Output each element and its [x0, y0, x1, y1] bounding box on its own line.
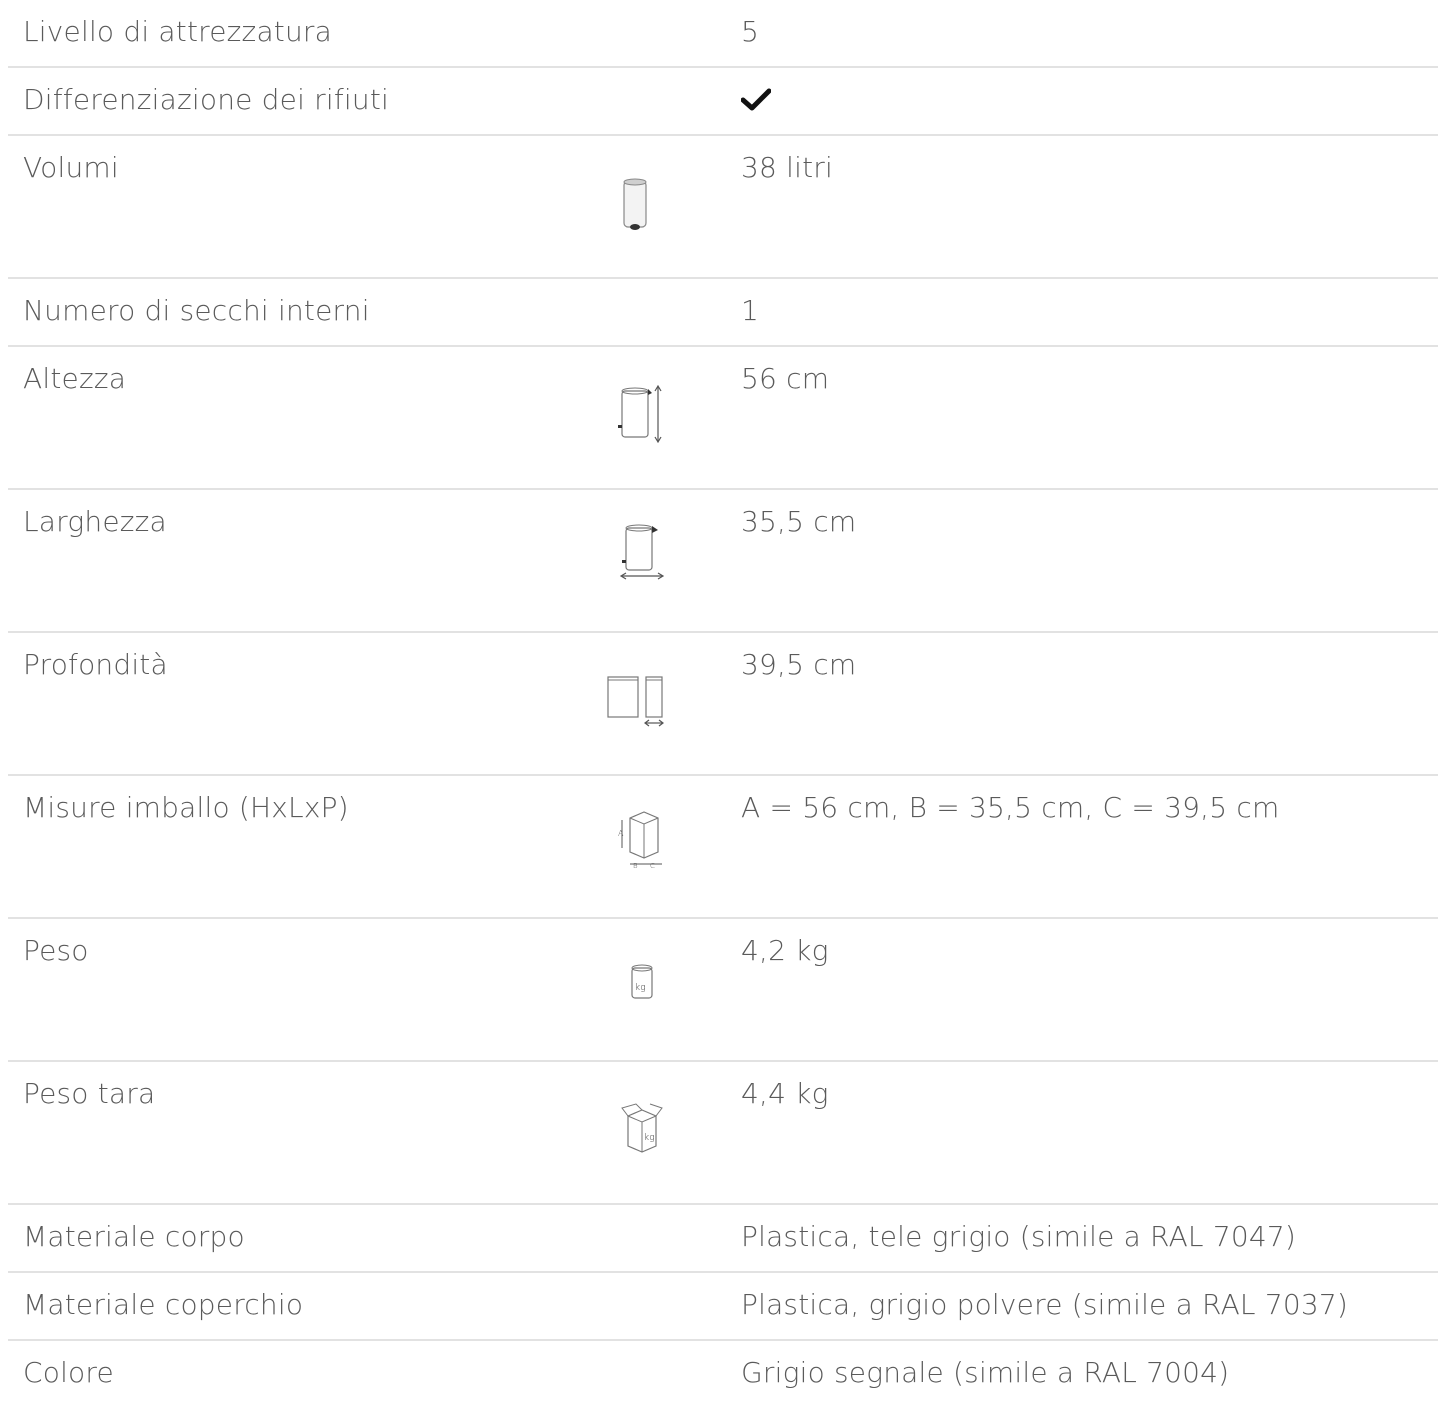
spec-row-body-material: [8, 1205, 1438, 1273]
bin-depth-icon: [606, 673, 670, 729]
spec-row-width: [8, 490, 1438, 633]
spec-value: 56 cm: [741, 362, 830, 395]
package-icon-letter-b: B: [633, 862, 638, 870]
spec-row-package-dimensions: [8, 776, 1438, 919]
package-dimensions-icon: [614, 808, 666, 872]
spec-row-depth: [8, 633, 1438, 776]
spec-label: Peso tara: [23, 1077, 156, 1110]
spec-label: Livello di attrezzatura: [23, 15, 333, 48]
spec-value: 1: [741, 294, 760, 327]
spec-row-height: [8, 347, 1438, 490]
bin-weight-icon: [628, 963, 656, 1003]
spec-value: 4,4 kg: [741, 1077, 829, 1110]
spec-value: 35,5 cm: [741, 505, 857, 538]
spec-label: Colore: [23, 1356, 114, 1389]
package-weight-icon: [620, 1098, 664, 1154]
spec-row-volume: [8, 136, 1438, 279]
spec-label: Larghezza: [23, 505, 167, 538]
spec-row-lid-material: [8, 1273, 1438, 1341]
spec-label: Profondità: [23, 648, 168, 681]
bin-volume-icon: [620, 176, 650, 232]
spec-value: Plastica, tele grigio (simile a RAL 7047): [741, 1220, 1297, 1253]
spec-row-waste-separation: [8, 68, 1438, 136]
spec-label: Materiale coperchio: [23, 1288, 304, 1321]
spec-label: Misure imballo (HxLxP): [23, 791, 349, 824]
package-icon-letter-a: A: [618, 829, 624, 838]
spec-label: Volumi: [23, 151, 119, 184]
spec-row-tare-weight: [8, 1062, 1438, 1205]
weight-icon-unit: kg: [635, 983, 646, 993]
spec-row-equipment-level: [8, 0, 1438, 68]
spec-row-weight: [8, 919, 1438, 1062]
spec-label: Altezza: [23, 362, 127, 395]
spec-value: 4,2 kg: [741, 934, 829, 967]
spec-value: Plastica, grigio polvere (simile a RAL 7037): [741, 1288, 1348, 1321]
checkmark-icon: [741, 88, 771, 116]
bin-width-icon: [616, 524, 668, 580]
spec-value: 5: [741, 15, 760, 48]
spec-label: Differenziazione dei rifiuti: [23, 83, 389, 116]
tare-icon-unit: kg: [644, 1133, 655, 1143]
spec-value: 39,5 cm: [741, 648, 857, 681]
spec-label: Materiale corpo: [23, 1220, 245, 1253]
spec-row-inner-buckets: [8, 279, 1438, 347]
package-icon-letter-c: C: [650, 862, 655, 870]
spec-value: Grigio segnale (simile a RAL 7004): [741, 1356, 1230, 1389]
spec-label: Numero di secchi interni: [23, 294, 370, 327]
bin-height-icon: [612, 385, 668, 443]
spec-value: 38 litri: [741, 151, 833, 184]
spec-value: A = 56 cm, B = 35,5 cm, C = 39,5 cm: [741, 791, 1280, 824]
spec-label: Peso: [23, 934, 89, 967]
spec-row-color: [8, 1341, 1438, 1401]
